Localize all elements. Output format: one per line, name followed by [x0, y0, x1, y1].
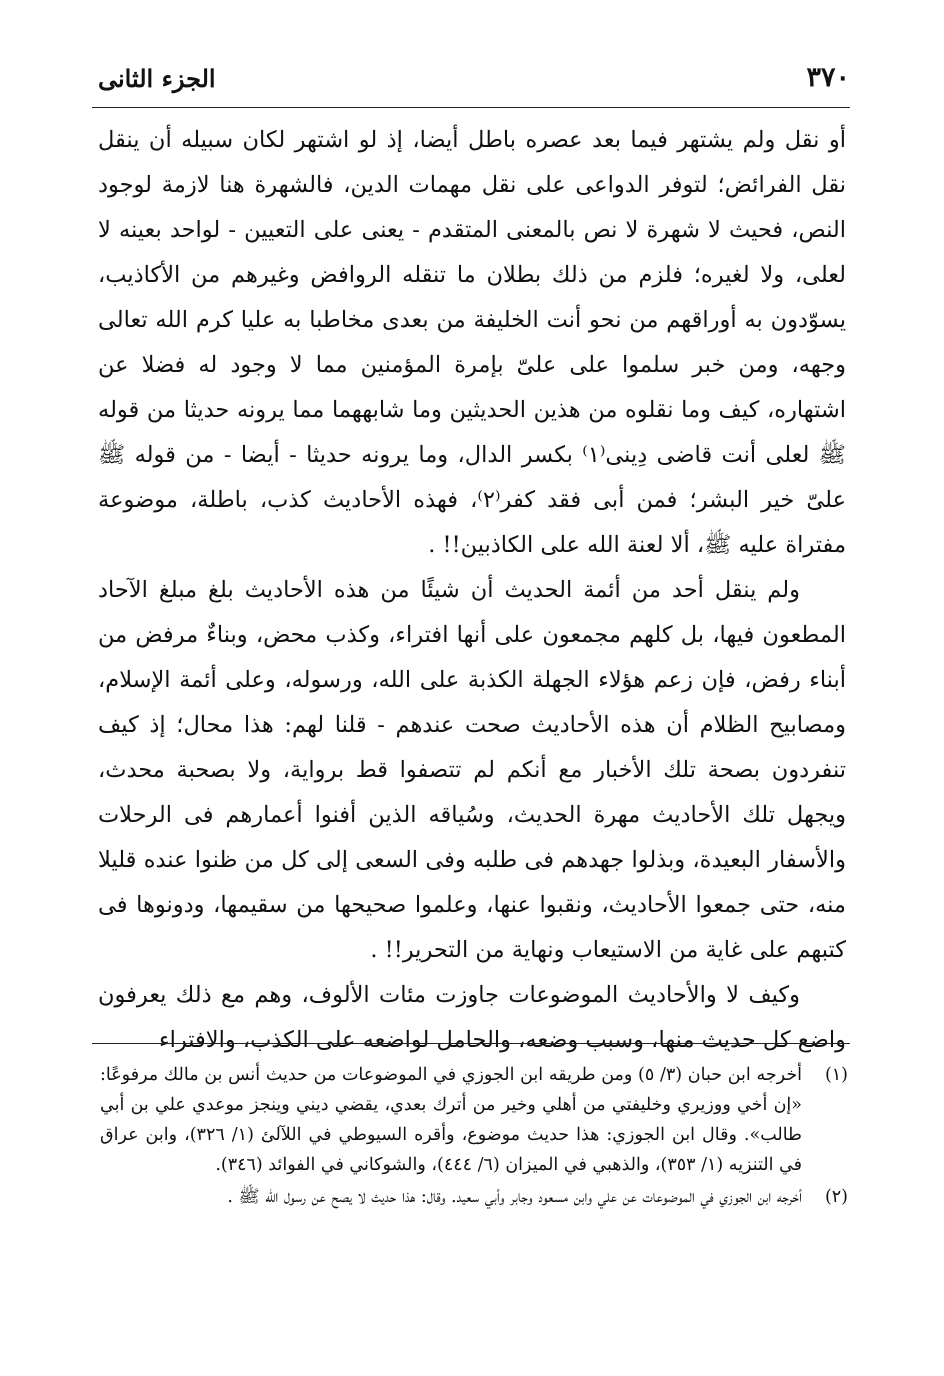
footnote-text: أخرجه ابن حبان (٣/ ٥) ومن طريقه ابن الجوزي في الموضوعات من حديث أنس بن مالك مرفوعًا: «إن أخي ووزيري وخليفتي من أهلي وخير من أترك بعدي، يقضي ديني وينجز موعدي علي بن أبي طالب». وقال ابن الجوزي: هذا حديث موضوع، وأقره السيوطي في اللآلئ (١/ ٣٢٦)، وابن عراق في التنزيه (١/ ٣٥٣)، والذهبي في الميزان (٦/ ٤٤٤)، والشوكاني في الفوائد (٣٤٦). [100, 1065, 802, 1175]
paragraph-2: ولم ينقل أحد من أئمة الحديث أن شيئًا من هذه الأحاديث بلغ مبلغ الآحاد المطعون فيها، بل كلهم مجمعون على أنها افتراء، وكذب محض، وبناءٌ مرفض من أبناء رفض، فإن زعم هؤلاء الجهلة الكذبة على الله، ورسوله، وعلى أئمة الإسلام، ومصابيح الظلام أن هذه الأحاديث صحت عندهم - قلنا لهم: هذا محال؛ إذ كيف تنفردون بصحة تلك الأخبار مع أنكم لم تتصفوا قط برواية، ولا بصحبة محدث، ويجهل تلك الأحاديث مهرة الحديث، وسُياقه الذين أفنوا أعمارهم فى الرحلات والأسفار البعيدة، وبذلوا جهدهم فى طلبه وفى السعى إلى كل من ظنوا عنده قليلا منه، حتى جمعوا الأحاديث، ونقبوا عنها، وعلموا صحيحها من سقيمها، ودونوها فى كتبهم على غاية من الاستيعاب ونهاية من التحرير!! . [98, 577, 846, 963]
header-divider [92, 107, 850, 108]
footnote-text: أخرجه ابن الجوزي في الموضوعات عن علي وابن مسعود وجابر وأبي سعيد. وقال: هذا حديث لا يصح عن رسول الله ﷺ . [227, 1187, 802, 1207]
footnote-divider [92, 1043, 850, 1044]
page-header [92, 60, 850, 104]
footnote-2 [100, 1182, 848, 1212]
footnote-1 [100, 1060, 848, 1180]
running-title: الجزء الثانى [98, 64, 216, 93]
footnote-marker: (١) [824, 1065, 848, 1085]
footnotes [100, 1060, 848, 1214]
paragraph-1: أو نقل ولم يشتهر فيما بعد عصره باطل أيضا، إذ لو اشتهر لكان سبيله أن ينقل نقل الفرائض؛ لتوفر الدواعى على نقل مهمات الدين، فالشهرة هنا لازمة لوجود النص، فحيث لا شهرة لا نص بالمعنى المتقدم - يعنى على التعيين - لواحد بعينه لا لعلى، ولا لغيره؛ فلزم من ذلك بطلان ما تنقله الروافض وغيرهم من الأكاذيب، يسوّدون به أوراقهم من نحو أنت الخليفة من بعدى مخاطبا به عليا كرم الله تعالى وجهه، ومن خبر سلموا على علىّ بإمرة المؤمنين مما لا وجود له فضلا عن اشتهاره، كيف وما نقلوه من هذين الحديثين وما شابههما مما يرونه حديثا من قوله ﷺ لعلى أنت قاضى دِينى⁽١⁾ بكسر الدال، وما يرونه حديثا - أيضا - من قوله ﷺ علىّ خير البشر؛ فمن أبى فقد كفر⁽٢⁾، فهذه الأحاديث كذب، باطلة، موضوعة مفتراة عليه ﷺ، ألا لعنة الله على الكاذبين!! . [98, 127, 847, 558]
footnote-marker: (٢) [824, 1187, 848, 1207]
paragraph-3: وكيف لا والأحاديث الموضوعات جاوزت مئات الألوف، وهم مع ذلك يعرفون واضع كل حديث منها، وسبب وضعه، والحامل لواضعه على الكذب، والافتراء [98, 982, 846, 1053]
main-text [98, 118, 846, 1063]
page-number: ٣٧٠ [806, 62, 850, 93]
